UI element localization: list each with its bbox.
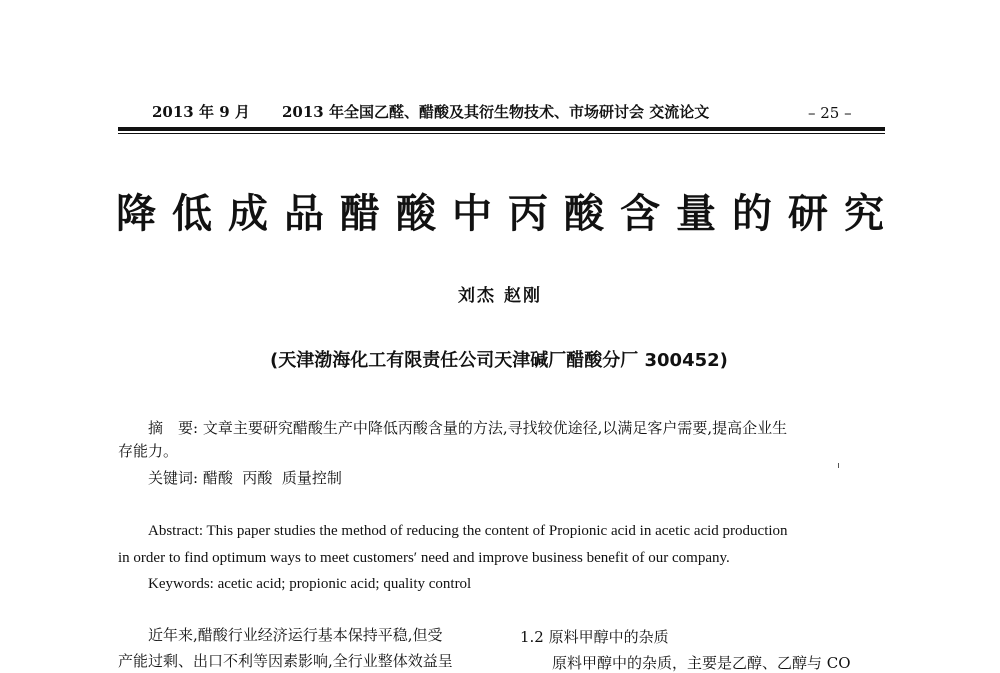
abstract-cn-label: 摘 要: xyxy=(148,419,199,437)
keywords-en: Keywords: acetic acid; propionic acid; quality control xyxy=(148,576,472,592)
body-right-line1: 原料甲醇中的杂质，主要是乙醇、乙醇与 CO xyxy=(552,654,851,672)
affiliation: (天津渤海化工有限责任公司天津碱厂醋酸分厂 300452) xyxy=(270,350,728,371)
section-heading: 1.2 原料甲醇中的杂质 xyxy=(520,628,669,646)
abstract-cn-text: 文章主要研究醋酸生产中降低丙酸含量的方法,寻找较优途径,以满足客户需要,提高企业生 xyxy=(202,419,788,437)
stray-mark xyxy=(838,463,839,468)
abstract-cn-line1 xyxy=(148,417,787,438)
header-conference: 2013 年全国乙醛、醋酸及其衍生物技术、市场研讨会 交流论文 xyxy=(282,103,710,121)
paper-title: 降低成品醋酸中丙酸含量的研究 xyxy=(116,191,900,237)
authors: 刘杰 赵刚 xyxy=(458,286,542,306)
keywords-cn xyxy=(148,467,342,488)
keywords-cn-label: 关键词: xyxy=(148,469,199,487)
abstract-en-line2: in order to find optimum ways to meet customers′ need and improve business benefit of our company. xyxy=(118,550,730,566)
keywords-cn-text: 醋酸 丙酸 质量控制 xyxy=(202,469,342,487)
header-rule-thin xyxy=(118,133,885,134)
abstract-cn-line2: 存能力。 xyxy=(118,442,179,460)
abstract-en-line1: Abstract: This paper studies the method of reducing the content of Propionic acid in acetic acid production xyxy=(148,523,788,539)
header-date: 2013 年 9 月 xyxy=(152,103,250,121)
header-rule-thick xyxy=(118,127,885,131)
page-number: – 25 – xyxy=(808,104,852,122)
body-left-line1: 近年来,醋酸行业经济运行基本保持平稳,但受 xyxy=(148,626,443,644)
body-left-line2: 产能过剩、出口不利等因素影响,全行业整体效益呈 xyxy=(118,652,453,670)
